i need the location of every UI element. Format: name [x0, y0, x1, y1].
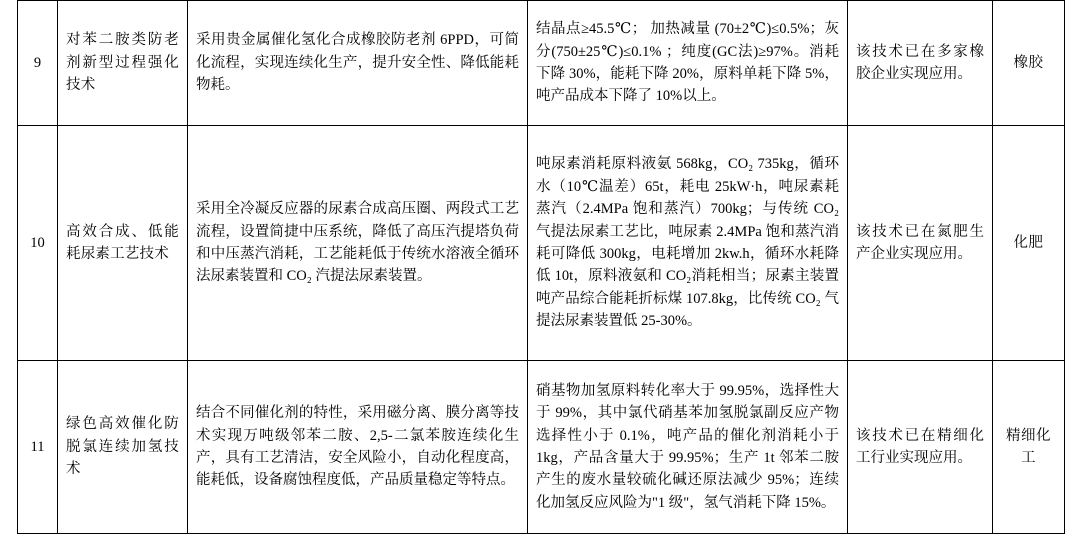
table-row — [18, 126, 1065, 361]
application-status: 该技术已在多家橡胶企业实现应用。 — [848, 1, 993, 126]
row-index: 10 — [18, 126, 58, 361]
table-row — [18, 361, 1065, 534]
application-status: 该技术已在精细化工行业实现应用。 — [848, 361, 993, 534]
industry-field: 精细化工 — [993, 361, 1065, 534]
technology-name: 对苯二胺类防老剂新型过程强化技术 — [58, 1, 188, 126]
row-index: 11 — [18, 361, 58, 534]
technology-effect: 结晶点≥45.5℃； 加热减量 (70±2℃)≤0.5%；灰分(750±25℃)≤0.1% ；纯度(GC法)≥97%。消耗下降 30%，能耗下降 20%，原料单耗下降 5%，吨产品成本下降了 10%以上。 — [528, 1, 848, 126]
application-status: 该技术已在氮肥生产企业实现应用。 — [848, 126, 993, 361]
industry-field: 橡胶 — [993, 1, 1065, 126]
industry-field: 化肥 — [993, 126, 1065, 361]
table-row — [18, 1, 1065, 126]
technology-name: 绿色高效催化防脱氯连续加氢技术 — [58, 361, 188, 534]
technology-name: 高效合成、低能耗尿素工艺技术 — [58, 126, 188, 361]
technology-description: 采用贵金属催化氢化合成橡胶防老剂 6PPD，可简化流程，实现连续化生产，提升安全性、降低能耗物耗。 — [188, 1, 528, 126]
technology-effect: 硝基物加氢原料转化率大于 99.95%，选择性大于 99%，其中氯代硝基苯加氢脱氯副反应产物选择性小于 0.1%，吨产品的催化剂消耗小于 1kg，产品含量大于 99.95%；生产 1t 邻苯二胺产生的废水量较硫化碱还原法减少 95%；连续化加氢反应风险为"1 级"，氢气消耗下降 15%。 — [528, 361, 848, 534]
technology-effect: 吨尿素消耗原料液氨 568kg，CO₂ 735kg，循环水（10℃温差）65t，耗电 25kW·h，吨尿素耗蒸汽（2.4MPa 饱和蒸汽）700kg；与传统 CO₂ 气提法尿素工艺比，吨尿素 2.4MPa 饱和蒸汽消耗可降低 300kg，电耗增加 2kw.h，循环水耗降低 10t，原料液氨和 CO₂消耗相当；尿素主装置吨产品综合能耗折标煤 107.8kg，比传统 CO₂ 气提法尿素装置低 25-30%。 — [528, 126, 848, 361]
row-index: 9 — [18, 1, 58, 126]
technology-description: 结合不同催化剂的特性，采用磁分离、膜分离等技术实现万吨级邻苯二胺、2,5-二氯苯胺连续化生产，具有工艺清洁，安全风险小，自动化程度高，能耗低，设备腐蚀程度低，产品质量稳定等特点。 — [188, 361, 528, 534]
technology-description: 采用全冷凝反应器的尿素合成高压圈、两段式工艺流程，设置简捷中压系统，降低了高压汽提塔负荷和中压蒸汽消耗，工艺能耗低于传统水溶液全循环法尿素装置和 CO₂ 汽提法尿素装置。 — [188, 126, 528, 361]
technology-catalog-table — [17, 0, 1065, 534]
